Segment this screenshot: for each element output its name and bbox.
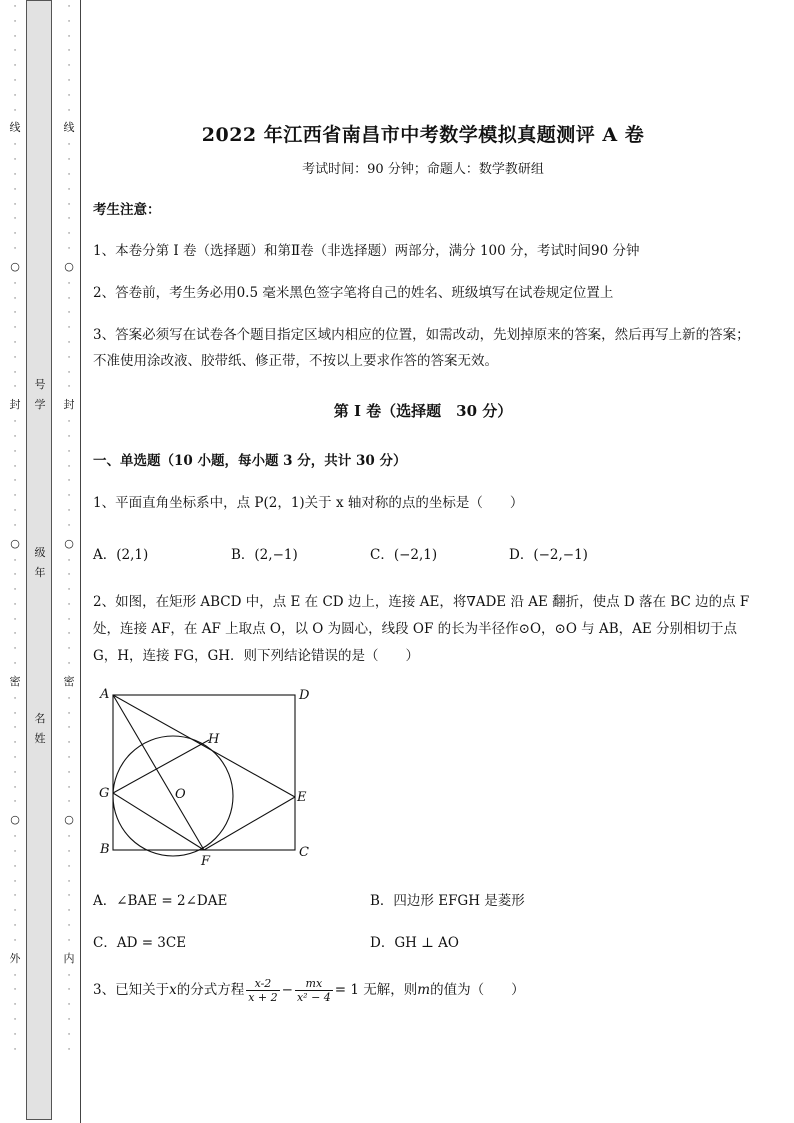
student-info-strip [26,0,52,1120]
binding-dot: · [67,278,71,289]
binding-dot: · [13,461,17,472]
binding-dot: · [13,16,17,27]
binding-dot: · [67,614,71,625]
binding-dot: · [13,1015,17,1026]
question-3-stem [93,975,753,1005]
binding-dot: · [67,1000,71,1011]
binding-dot: · [67,847,71,858]
binding-dot: · [13,520,17,531]
binding-dot: · [67,861,71,872]
q3-fraction-2 [295,977,333,1004]
binding-dot: · [67,644,71,655]
binding-dot: · [67,921,71,932]
binding-dot: · [13,214,17,225]
binding-dot: · [67,659,71,670]
name-label-2: 姓 [34,732,46,745]
binding-dot: · [67,431,71,442]
binding-dot: · [13,31,17,42]
notice-item-2: 2、答卷前，考生务必用0.5 毫米黑色签字笔将自己的姓名、班级填写在试卷规定位置上 [93,285,614,301]
segment-fe [204,797,295,850]
q1-option-d[interactable]: D．(−2,−1) [509,547,588,563]
binding-dot: · [67,723,71,734]
q2-option-d[interactable]: D．GH ⊥ AO [370,935,459,951]
binding-dot: · [13,417,17,428]
label-f: F [201,854,211,869]
q3-frac1-numerator: x-2 [246,977,279,991]
binding-dot: · [67,738,71,749]
q3-minus: − [281,982,293,998]
q3-text-before: 3、已知关于 [93,982,170,998]
binding-dot: · [13,861,17,872]
student-no-label-1: 号 [34,378,46,391]
binding-dot: · [67,555,71,566]
q1-option-a[interactable]: A．(2,1) [93,547,149,563]
binding-dot: · [13,782,17,793]
grade-label-2: 年 [34,566,46,579]
binding-side-char: 外 [9,951,21,965]
binding-dot: · [67,708,71,719]
binding-dot: · [13,797,17,808]
q1-option-b[interactable]: B．(2,−1) [231,547,298,563]
binding-dot: · [13,293,17,304]
binding-dot: · [67,61,71,72]
binding-circle-mark: ○ [10,536,20,550]
binding-dot: · [67,753,71,764]
binding-dot: · [67,1029,71,1040]
q2-option-b[interactable]: B．四边形 EFGH 是菱形 [370,893,525,909]
binding-dot: · [13,921,17,932]
binding-dot: · [67,693,71,704]
binding-side-char: 内 [63,951,75,965]
binding-dot: · [67,75,71,86]
binding-dot: · [67,585,71,596]
binding-dot: · [13,155,17,166]
binding-dot: · [13,308,17,319]
binding-dot: · [67,599,71,610]
question-2-stem: 2、如图，在矩形 ABCD 中，点 E 在 CD 边上，连接 AE，将∇ADE 沿 AE 翻折，使点 D 落在 BC 边的点 F 处，连接 AF，在 AF 上取点 O，以 O 为圆心，线段 OF 的长为半径作⊙O，⊙O 与 AB，AE 分别相切于点 G，H，连接 FG，GH．则下列结论错误的是（ ） [93,594,750,664]
binding-dot: · [67,90,71,101]
label-d: D [299,688,310,703]
binding-circle-mark: ○ [10,813,20,827]
binding-dot: · [67,229,71,240]
binding-dot: · [13,199,17,210]
binding-dot: · [67,46,71,57]
binding-circle-mark: ○ [64,259,74,273]
binding-dot: · [13,708,17,719]
binding-dot: · [13,105,17,116]
binding-dot: · [13,184,17,195]
q3-frac2-numerator: mx [295,977,333,991]
part-heading: 一、单选题（10 小题，每小题 3 分，共计 30 分） [93,453,407,469]
binding-dot: · [67,461,71,472]
binding-dot: · [13,1000,17,1011]
binding-dot: · [13,723,17,734]
q2-figure-svg [95,682,325,872]
binding-dot: · [67,31,71,42]
exam-title: 2022 年江西省南昌市中考数学模拟真题测评 A 卷 [201,124,645,146]
binding-dot: · [13,891,17,902]
binding-dot: · [67,323,71,334]
binding-dot: · [67,105,71,116]
binding-dot: · [13,847,17,858]
binding-dot: · [67,293,71,304]
notice-item-1: 1、本卷分第 I 卷（选择题）和第Ⅱ卷（非选择题）两部分，满分 100 分，考试时间90 分钟 [93,243,640,259]
notice-item-3: 3、答案必须写在试卷各个题目指定区域内相应的位置，如需改动，先划掉原来的答案，然后再写上新的答案；不准使用涂改液、胶带纸、修正带，不按以上要求作答的答案无效。 [93,327,750,369]
binding-dot: · [67,417,71,428]
binding-dot: · [13,431,17,442]
q3-frac1-denominator: x + 2 [248,991,278,1004]
label-a: A [100,687,110,702]
binding-dotted-line-inner [62,0,76,1123]
question-1-stem: 1、平面直角坐标系中，点 P(2，1)关于 x 轴对称的点的坐标是（ ） [93,495,524,511]
binding-seal-char: 封 [63,398,75,412]
name-label-1: 名 [34,712,46,725]
binding-dot: · [67,1015,71,1026]
binding-dot: · [13,323,17,334]
binding-dot: · [13,382,17,393]
binding-dot: · [13,1029,17,1040]
label-o: O [175,787,186,802]
binding-dot: · [13,906,17,917]
q3-var-x: x [169,982,177,998]
q2-option-c[interactable]: C．AD = 3CE [93,935,187,951]
binding-dot: · [13,832,17,843]
label-e: E [297,790,307,805]
binding-dot: · [67,155,71,166]
binding-dot: · [67,876,71,887]
label-c: C [299,845,309,860]
binding-dot: · [67,985,71,996]
binding-dot: · [13,90,17,101]
binding-dot: · [13,738,17,749]
binding-dot: · [13,169,17,180]
q2-geometry-figure [95,682,325,876]
margin-border-line [80,0,81,1123]
binding-dot: · [13,2,17,12]
binding-circle-mark: ○ [64,813,74,827]
binding-dot: · [13,614,17,625]
circle-o [113,736,233,856]
q3-equals: = 1 无解，则 [334,982,418,998]
q3-fraction-1 [246,977,279,1004]
binding-dot: · [67,243,71,254]
binding-dot: · [13,505,17,516]
q2-option-a[interactable]: A．∠BAE = 2∠DAE [93,893,228,909]
binding-dot: · [13,876,17,887]
q1-option-c[interactable]: C．(−2,1) [370,547,438,563]
binding-dot: · [67,970,71,981]
binding-dot: · [67,367,71,378]
binding-dot: · [13,61,17,72]
binding-dot: · [13,367,17,378]
binding-dot: · [13,46,17,57]
exam-subtitle: 考试时间：90 分钟；命题人：数学教研组 [302,162,544,177]
binding-dot: · [67,446,71,457]
binding-dot: · [67,476,71,487]
binding-dot: · [13,278,17,289]
binding-dot: · [13,935,17,946]
binding-dot: · [67,797,71,808]
binding-dot: · [67,520,71,531]
binding-dot: · [67,2,71,12]
binding-dot: · [13,985,17,996]
binding-dot: · [67,767,71,778]
binding-dot: · [67,1044,71,1055]
binding-dot: · [67,337,71,348]
binding-dot: · [13,970,17,981]
binding-dot: · [13,629,17,640]
binding-secret-char: 密 [63,674,75,688]
binding-dot: · [13,140,17,151]
binding-dot: · [67,199,71,210]
student-no-label-2: 学 [34,398,46,411]
binding-seal-char: 封 [9,398,21,412]
binding-dot: · [67,16,71,27]
binding-dot: · [67,491,71,502]
binding-dot: · [67,832,71,843]
binding-margin [0,0,82,1123]
binding-line-char: 线 [63,121,75,135]
binding-dot: · [13,352,17,363]
binding-dot: · [67,570,71,581]
binding-dot: · [13,753,17,764]
binding-dot: · [13,229,17,240]
grade-label-1: 级 [34,546,46,559]
binding-dot: · [13,243,17,254]
binding-dot: · [13,75,17,86]
q3-var-m: m [417,982,431,998]
q3-text-mid: 的分式方程 [176,982,245,998]
rectangle-abcd [113,695,295,850]
q3-frac2-denominator: x² − 4 [296,991,331,1004]
binding-dot: · [13,555,17,566]
binding-circle-mark: ○ [64,536,74,550]
binding-dot: · [67,505,71,516]
binding-dot: · [67,214,71,225]
binding-dot: · [13,1044,17,1055]
label-b: B [100,842,110,857]
binding-dot: · [67,308,71,319]
binding-dot: · [13,644,17,655]
binding-dot: · [67,352,71,363]
binding-dot: · [67,184,71,195]
binding-dot: · [13,585,17,596]
binding-dot: · [13,446,17,457]
q3-text-after: 的值为（ ） [430,982,525,998]
binding-secret-char: 密 [9,674,21,688]
binding-dot: · [13,599,17,610]
binding-dot: · [67,906,71,917]
binding-dot: · [13,693,17,704]
binding-dot: · [67,935,71,946]
notice-heading: 考生注意： [93,202,161,218]
section-title: 第 I 卷（选择题 30 分） [333,402,513,420]
binding-dot: · [67,140,71,151]
binding-dot: · [67,782,71,793]
binding-line-char: 线 [9,121,21,135]
segment-gh [113,740,209,793]
binding-dot: · [13,659,17,670]
binding-dot: · [67,382,71,393]
segment-af [113,695,204,850]
binding-circle-mark: ○ [10,259,20,273]
binding-dot: · [67,891,71,902]
label-g: G [99,786,110,801]
binding-dot: · [13,767,17,778]
binding-dot: · [13,476,17,487]
binding-dot: · [67,169,71,180]
segment-gf [113,793,204,850]
binding-dot: · [13,570,17,581]
binding-dot: · [13,337,17,348]
label-h: H [208,732,220,747]
binding-dotted-line-outer [8,0,22,1123]
binding-dot: · [67,629,71,640]
binding-dot: · [13,491,17,502]
